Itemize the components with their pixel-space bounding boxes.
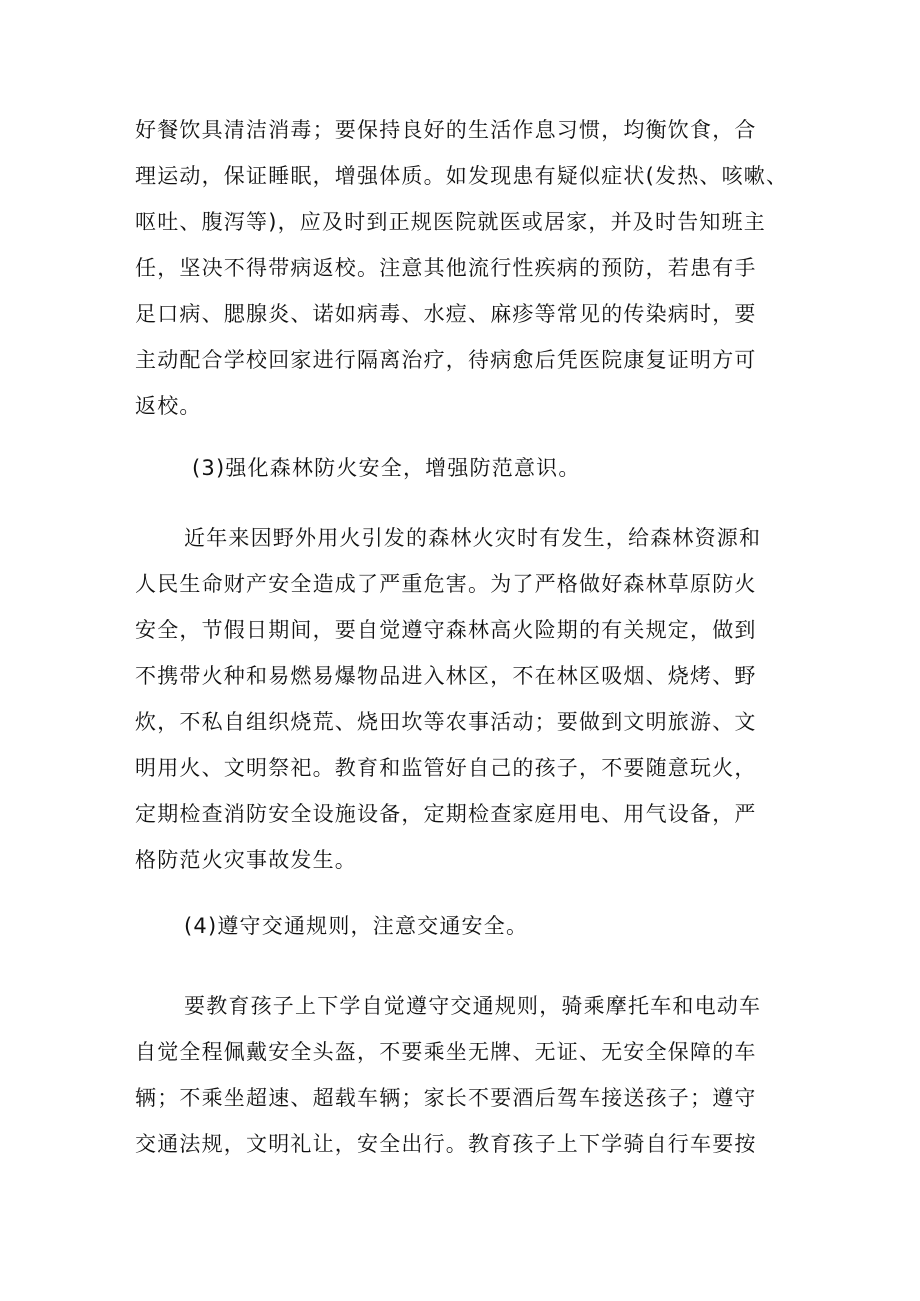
text-line: 返校。 [135,394,202,418]
section-heading-traffic: (4)遵守交通规则，注意交通安全。 [184,914,529,938]
text-line: 定期检查消防安全设施设备，定期检查家庭用电、用气设备，严 [135,802,757,826]
text-line: 不携带火种和易燃易爆物品进入林区，不在林区吸烟、烧烤、野 [135,664,757,688]
text-line: 主动配合学校回家进行隔离治疗，待病愈后凭医院康复证明方可 [135,348,757,372]
text-line: 呕吐、腹泻等)，应及时到正规医院就医或居家，并及时告知班主 [135,210,766,234]
text-line: 交通法规，文明礼让，安全出行。教育孩子上下学骑自行车要按 [135,1132,757,1156]
text-line: 炊，不私自组织烧荒、烧田坎等农事活动；要做到文明旅游、文 [135,710,757,734]
text-line: 要教育孩子上下学自觉遵守交通规则，骑乘摩托车和电动车 [184,994,762,1018]
text-line: 明用火、文明祭祀。教育和监管好自己的孩子，不要随意玩火， [135,756,757,780]
text-line: 辆；不乘坐超速、超载车辆；家长不要酒后驾车接送孩子；遵守 [135,1086,757,1110]
text-line: 近年来因野外用火引发的森林火灾时有发生，给森林资源和 [184,526,762,550]
text-line: 任，坚决不得带病返校。注意其他流行性疾病的预防，若患有手 [135,256,757,280]
text-line: 自觉全程佩戴安全头盔，不要乘坐无牌、无证、无安全保障的车 [135,1040,757,1064]
text-line: 人民生命财产安全造成了严重危害。为了严格做好森林草原防火 [135,572,757,596]
text-line: 理运动，保证睡眠，增强体质。如发现患有疑似症状(发热、咳嗽、 [135,164,789,188]
text-line: 安全，节假日期间，要自觉遵守森林高火险期的有关规定，做到 [135,618,757,642]
section-heading-forest-fire: (3)强化森林防火安全，增强防范意识。 [192,456,581,480]
text-line: 格防范火灾事故发生。 [135,848,357,872]
text-line: 足口病、腮腺炎、诺如病毒、水痘、麻疹等常见的传染病时，要 [135,302,757,326]
text-line: 好餐饮具清洁消毒；要保持良好的生活作息习惯，均衡饮食，合 [135,118,757,142]
